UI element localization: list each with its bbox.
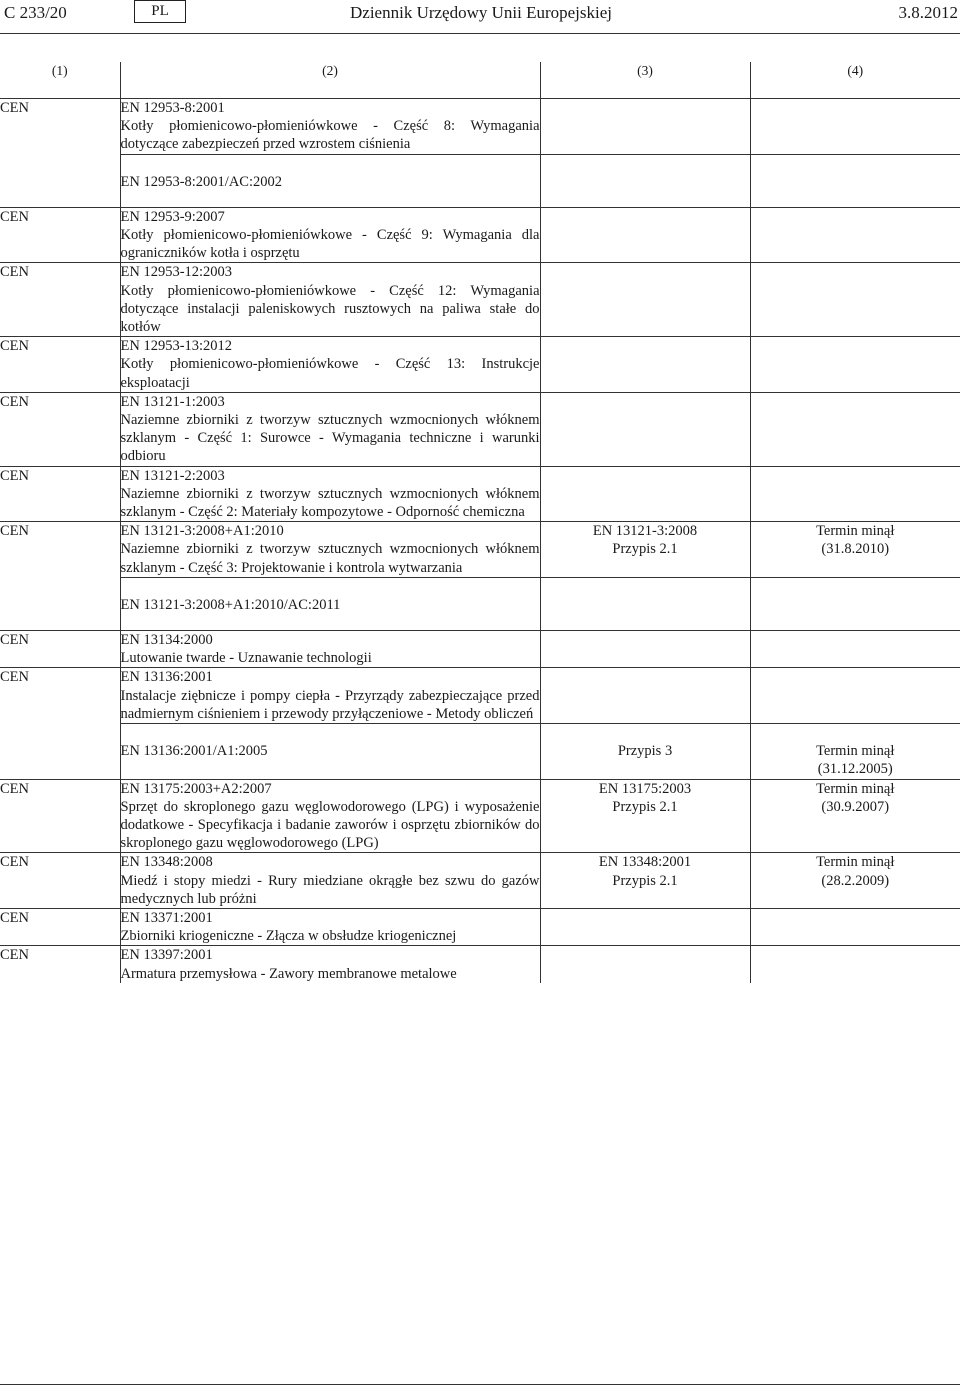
- standard-code: EN 12953-13:2012: [120, 338, 233, 355]
- table-row: [0, 522, 960, 578]
- standard-code: EN 13121-1:2003: [120, 393, 225, 410]
- table-row: [0, 392, 960, 466]
- standard-cell: [120, 263, 540, 337]
- header-divider: [0, 33, 960, 34]
- superseded-note: Przypis 3: [617, 743, 673, 760]
- organisation-code: CEN: [0, 632, 29, 649]
- organisation-code: CEN: [0, 264, 29, 281]
- superseded-standard-cell: [540, 263, 750, 337]
- footer-divider: [0, 1384, 960, 1385]
- organisation-cell: [0, 99, 120, 155]
- amendment-row: [0, 724, 960, 779]
- cessation-label: Termin minął: [816, 523, 895, 540]
- organisation-cell: [0, 853, 120, 909]
- publication-date: 3.8.2012: [898, 3, 958, 22]
- standard-title: Kotły płomienicowo-płomieniówkowe - Część 9: Wymagania dla ograniczników kotła i osprzętu: [120, 227, 540, 262]
- table-row: [0, 946, 960, 983]
- superseded-standard-cell: [540, 946, 750, 983]
- organisation-code: CEN: [0, 780, 29, 797]
- organisation-cell: [0, 577, 120, 630]
- superseded-standard-cell: [540, 392, 750, 466]
- cessation-date-cell: [750, 668, 960, 724]
- cessation-date-cell: [750, 908, 960, 945]
- journal-reference: C 233/20: [4, 3, 67, 22]
- standard-cell: [120, 908, 540, 945]
- column-header-3: (3): [540, 62, 750, 99]
- cessation-date: (30.9.2007): [821, 798, 890, 815]
- standard-title: Miedź i stopy miedzi - Rury miedziane okrągłe bez szwu do gazów medycznych lub próżni: [120, 872, 540, 907]
- standard-code: EN 13121-3:2008+A1:2010: [120, 523, 284, 540]
- standard-cell: [120, 577, 540, 630]
- superseded-standard: EN 13175:2003: [598, 780, 692, 797]
- cessation-date-cell: [750, 207, 960, 263]
- standard-code: EN 13121-2:2003: [120, 467, 225, 484]
- organisation-code: CEN: [0, 467, 29, 484]
- standard-title: Armatura przemysłowa - Zawory membranowe metalowe: [120, 965, 457, 982]
- standard-cell: [120, 631, 540, 668]
- organisation-cell: [0, 631, 120, 668]
- cessation-date-cell: [750, 522, 960, 578]
- standard-code: EN 12953-8:2001/AC:2002: [120, 173, 283, 190]
- superseded-standard-cell: [540, 522, 750, 578]
- cessation-date-cell: [750, 853, 960, 909]
- organisation-code: CEN: [0, 909, 29, 926]
- standard-cell: [120, 946, 540, 983]
- table-row: [0, 466, 960, 522]
- table-row: [0, 631, 960, 668]
- organisation-code: CEN: [0, 338, 29, 355]
- organisation-cell: [0, 337, 120, 393]
- amendment-row: [0, 577, 960, 630]
- cessation-date-cell: [750, 631, 960, 668]
- superseded-standard-cell: [540, 577, 750, 630]
- standard-code: EN 13348:2008: [120, 854, 213, 871]
- superseded-note: Przypis 2.1: [612, 798, 678, 815]
- standard-code: EN 13136:2001: [120, 669, 213, 686]
- organisation-code: CEN: [0, 100, 29, 116]
- standard-cell: [120, 853, 540, 909]
- organisation-cell: [0, 724, 120, 779]
- cessation-date-cell: [750, 466, 960, 522]
- cessation-date-cell: [750, 263, 960, 337]
- cessation-date-cell: [750, 337, 960, 393]
- standard-code: EN 13175:2003+A2:2007: [120, 780, 272, 797]
- standard-code: EN 12953-12:2003: [120, 264, 233, 281]
- column-header-1: (1): [51, 63, 68, 78]
- table-row: [0, 779, 960, 853]
- cessation-date: (31.8.2010): [821, 541, 890, 558]
- standard-code: EN 13121-3:2008+A1:2010/AC:2011: [120, 596, 341, 613]
- superseded-standard-cell: [540, 779, 750, 853]
- standard-title: Naziemne zbiorniki z tworzyw sztucznych wzmocnionych włóknem szklanym - Część 3: Projektowanie i kontrola wytwarzania: [120, 541, 540, 576]
- standard-cell: [120, 724, 540, 779]
- standard-title: Zbiorniki kriogeniczne - Złącza w obsłudze kriogenicznej: [120, 928, 457, 945]
- superseded-standard-cell: [540, 337, 750, 393]
- standard-title: Sprzęt do skroplonego gazu węglowodorowego (LPG) i wyposażenie dodatkowe - Specyfikacja i badanie zaworów i osprzętu zbiorników do skroplonego gazu węglowodorowego (LPG): [120, 798, 540, 852]
- standard-cell: [120, 392, 540, 466]
- standard-cell: [120, 154, 540, 207]
- standards-table: [0, 62, 960, 983]
- page-header: [0, 0, 960, 32]
- organisation-cell: [0, 522, 120, 578]
- standard-title: Naziemne zbiorniki z tworzyw sztucznych wzmocnionych włóknem szklanym - Część 1: Surowce - Wymagania techniczne i warunki odbioru: [120, 412, 540, 465]
- superseded-note: Przypis 2.1: [612, 541, 678, 558]
- organisation-cell: [0, 154, 120, 207]
- cessation-date-cell: [750, 392, 960, 466]
- organisation-code: CEN: [0, 208, 29, 225]
- organisation-code: CEN: [0, 854, 29, 871]
- organisation-code: CEN: [0, 523, 29, 540]
- cessation-date: (31.12.2005): [817, 761, 893, 778]
- standard-code: EN 13134:2000: [120, 632, 213, 649]
- journal-title: Dziennik Urzędowy Unii Europejskiej: [350, 3, 613, 22]
- language-badge: PL: [134, 0, 186, 23]
- table-body: [0, 99, 960, 983]
- table-row: [0, 853, 960, 909]
- organisation-cell: [0, 946, 120, 983]
- table-row: [0, 668, 960, 724]
- table-row: [0, 337, 960, 393]
- organisation-cell: [0, 908, 120, 945]
- superseded-standard-cell: [540, 466, 750, 522]
- cessation-date-cell: [750, 99, 960, 155]
- standard-cell: [120, 779, 540, 853]
- cessation-date-cell: [750, 577, 960, 630]
- standard-cell: [120, 337, 540, 393]
- superseded-standard-cell: [540, 631, 750, 668]
- table-row: [0, 908, 960, 945]
- standard-code: EN 12953-8:2001: [120, 100, 225, 116]
- standard-title: Kotły płomienicowo-płomieniówkowe - Część 12: Wymagania dotyczące instalacji paleniskowych rusztowych na paliwa stałe do kotłów: [120, 282, 540, 336]
- superseded-standard: EN 13348:2001: [598, 854, 692, 871]
- standard-cell: [120, 522, 540, 578]
- standard-title: Lutowanie twarde - Uznawanie technologii: [120, 650, 372, 667]
- organisation-cell: [0, 392, 120, 466]
- superseded-standard-cell: [540, 207, 750, 263]
- table-row: [0, 99, 960, 155]
- column-header-2: (2): [120, 62, 540, 99]
- standard-cell: [120, 668, 540, 724]
- organisation-cell: [0, 668, 120, 724]
- standard-code: EN 13136:2001/A1:2005: [120, 743, 268, 760]
- cessation-date: (28.2.2009): [821, 872, 890, 889]
- organisation-code: CEN: [0, 393, 29, 410]
- superseded-standard-cell: [540, 668, 750, 724]
- cessation-label: Termin minął: [816, 743, 895, 760]
- organisation-cell: [0, 263, 120, 337]
- table-row: [0, 263, 960, 337]
- cessation-date-cell: [750, 779, 960, 853]
- standard-cell: [120, 466, 540, 522]
- cessation-label: Termin minął: [816, 854, 895, 871]
- organisation-code: CEN: [0, 669, 29, 686]
- amendment-row: [0, 154, 960, 207]
- standard-title: Naziemne zbiorniki z tworzyw sztucznych wzmocnionych włóknem szklanym - Część 2: Materiały kompozytowe - Odporność chemiczna: [120, 485, 540, 521]
- superseded-standard: EN 13121-3:2008: [592, 523, 698, 540]
- cessation-date-cell: [750, 946, 960, 983]
- standard-code: EN 13371:2001: [120, 909, 213, 926]
- superseded-note: Przypis 2.1: [612, 872, 678, 889]
- superseded-standard-cell: [540, 99, 750, 155]
- organisation-cell: [0, 207, 120, 263]
- column-header-row: [0, 62, 960, 99]
- superseded-standard-cell: [540, 724, 750, 779]
- superseded-standard-cell: [540, 853, 750, 909]
- cessation-label: Termin minął: [816, 780, 895, 797]
- cessation-date-cell: [750, 154, 960, 207]
- standard-title: Kotły płomienicowo-płomieniówkowe - Część 13: Instrukcje eksploatacji: [120, 356, 540, 391]
- standard-title: Kotły płomienicowo-płomieniówkowe - Część 8: Wymagania dotyczące zabezpieczeń przed wzrostem ciśnienia: [120, 118, 540, 153]
- column-header-4: (4): [750, 62, 960, 99]
- standard-code: EN 12953-9:2007: [120, 208, 225, 225]
- cessation-date-cell: [750, 724, 960, 779]
- table-row: [0, 207, 960, 263]
- standard-cell: [120, 99, 540, 155]
- standard-code: EN 13397:2001: [120, 947, 213, 964]
- standard-cell: [120, 207, 540, 263]
- standard-title: Instalacje ziębnicze i pompy ciepła - Przyrządy zabezpieczające przed nadmiernym ciśnieniem i przewody przyłączeniowe - Metody obliczeń: [120, 687, 540, 722]
- organisation-cell: [0, 466, 120, 522]
- organisation-cell: [0, 779, 120, 853]
- superseded-standard-cell: [540, 908, 750, 945]
- organisation-code: CEN: [0, 947, 29, 964]
- superseded-standard-cell: [540, 154, 750, 207]
